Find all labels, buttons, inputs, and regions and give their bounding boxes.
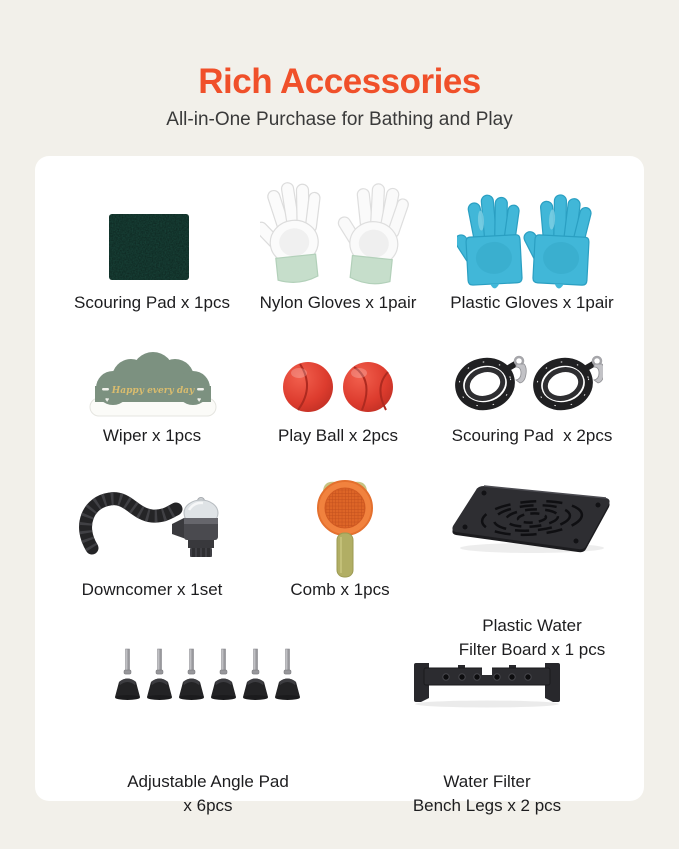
item-label-wiper: Wiper x 1pcs [102,426,202,445]
item-label-angle-pad: Adjustable Angle Pad x 6pcs [127,772,289,815]
svg-text:♥: ♥ [197,397,202,404]
item-label-nylon-gloves: Nylon Gloves x 1pair [259,293,417,312]
filter-board-image [448,482,616,556]
play-ball-image [280,360,396,414]
nylon-gloves-image [260,178,420,296]
svg-text:Happy every day: Happy every day [111,386,195,396]
item-label-play-ball: Play Ball x 2pcs [278,426,398,445]
plastic-gloves-image [457,188,597,293]
item-label-leash: Scouring Pad x 2pcs [451,426,613,445]
item-label-downcomer: Downcomer x 1set [81,580,223,599]
comb-image [313,477,377,579]
page-subtitle: All-in-One Purchase for Bathing and Play [166,109,513,130]
leash-image [453,350,603,414]
item-label-scouring-pad: Scouring Pad x 1pcs [74,293,230,312]
angle-pad-image [112,648,304,704]
item-label-bench-legs: Water Filter Bench Legs x 2 pcs [412,772,562,815]
item-label-comb: Comb x 1pcs [290,580,390,599]
downcomer-image [76,486,228,568]
item-label-filter-board: Plastic Water Filter Board x 1 pcs [458,616,606,659]
item-label-plastic-gloves: Plastic Gloves x 1pair [450,293,614,312]
page-title: Rich Accessories [198,62,481,101]
svg-text:♥: ♥ [105,397,110,404]
bench-legs-image [406,658,568,708]
wiper-image [87,352,219,420]
scouring-pad-image [108,213,190,281]
